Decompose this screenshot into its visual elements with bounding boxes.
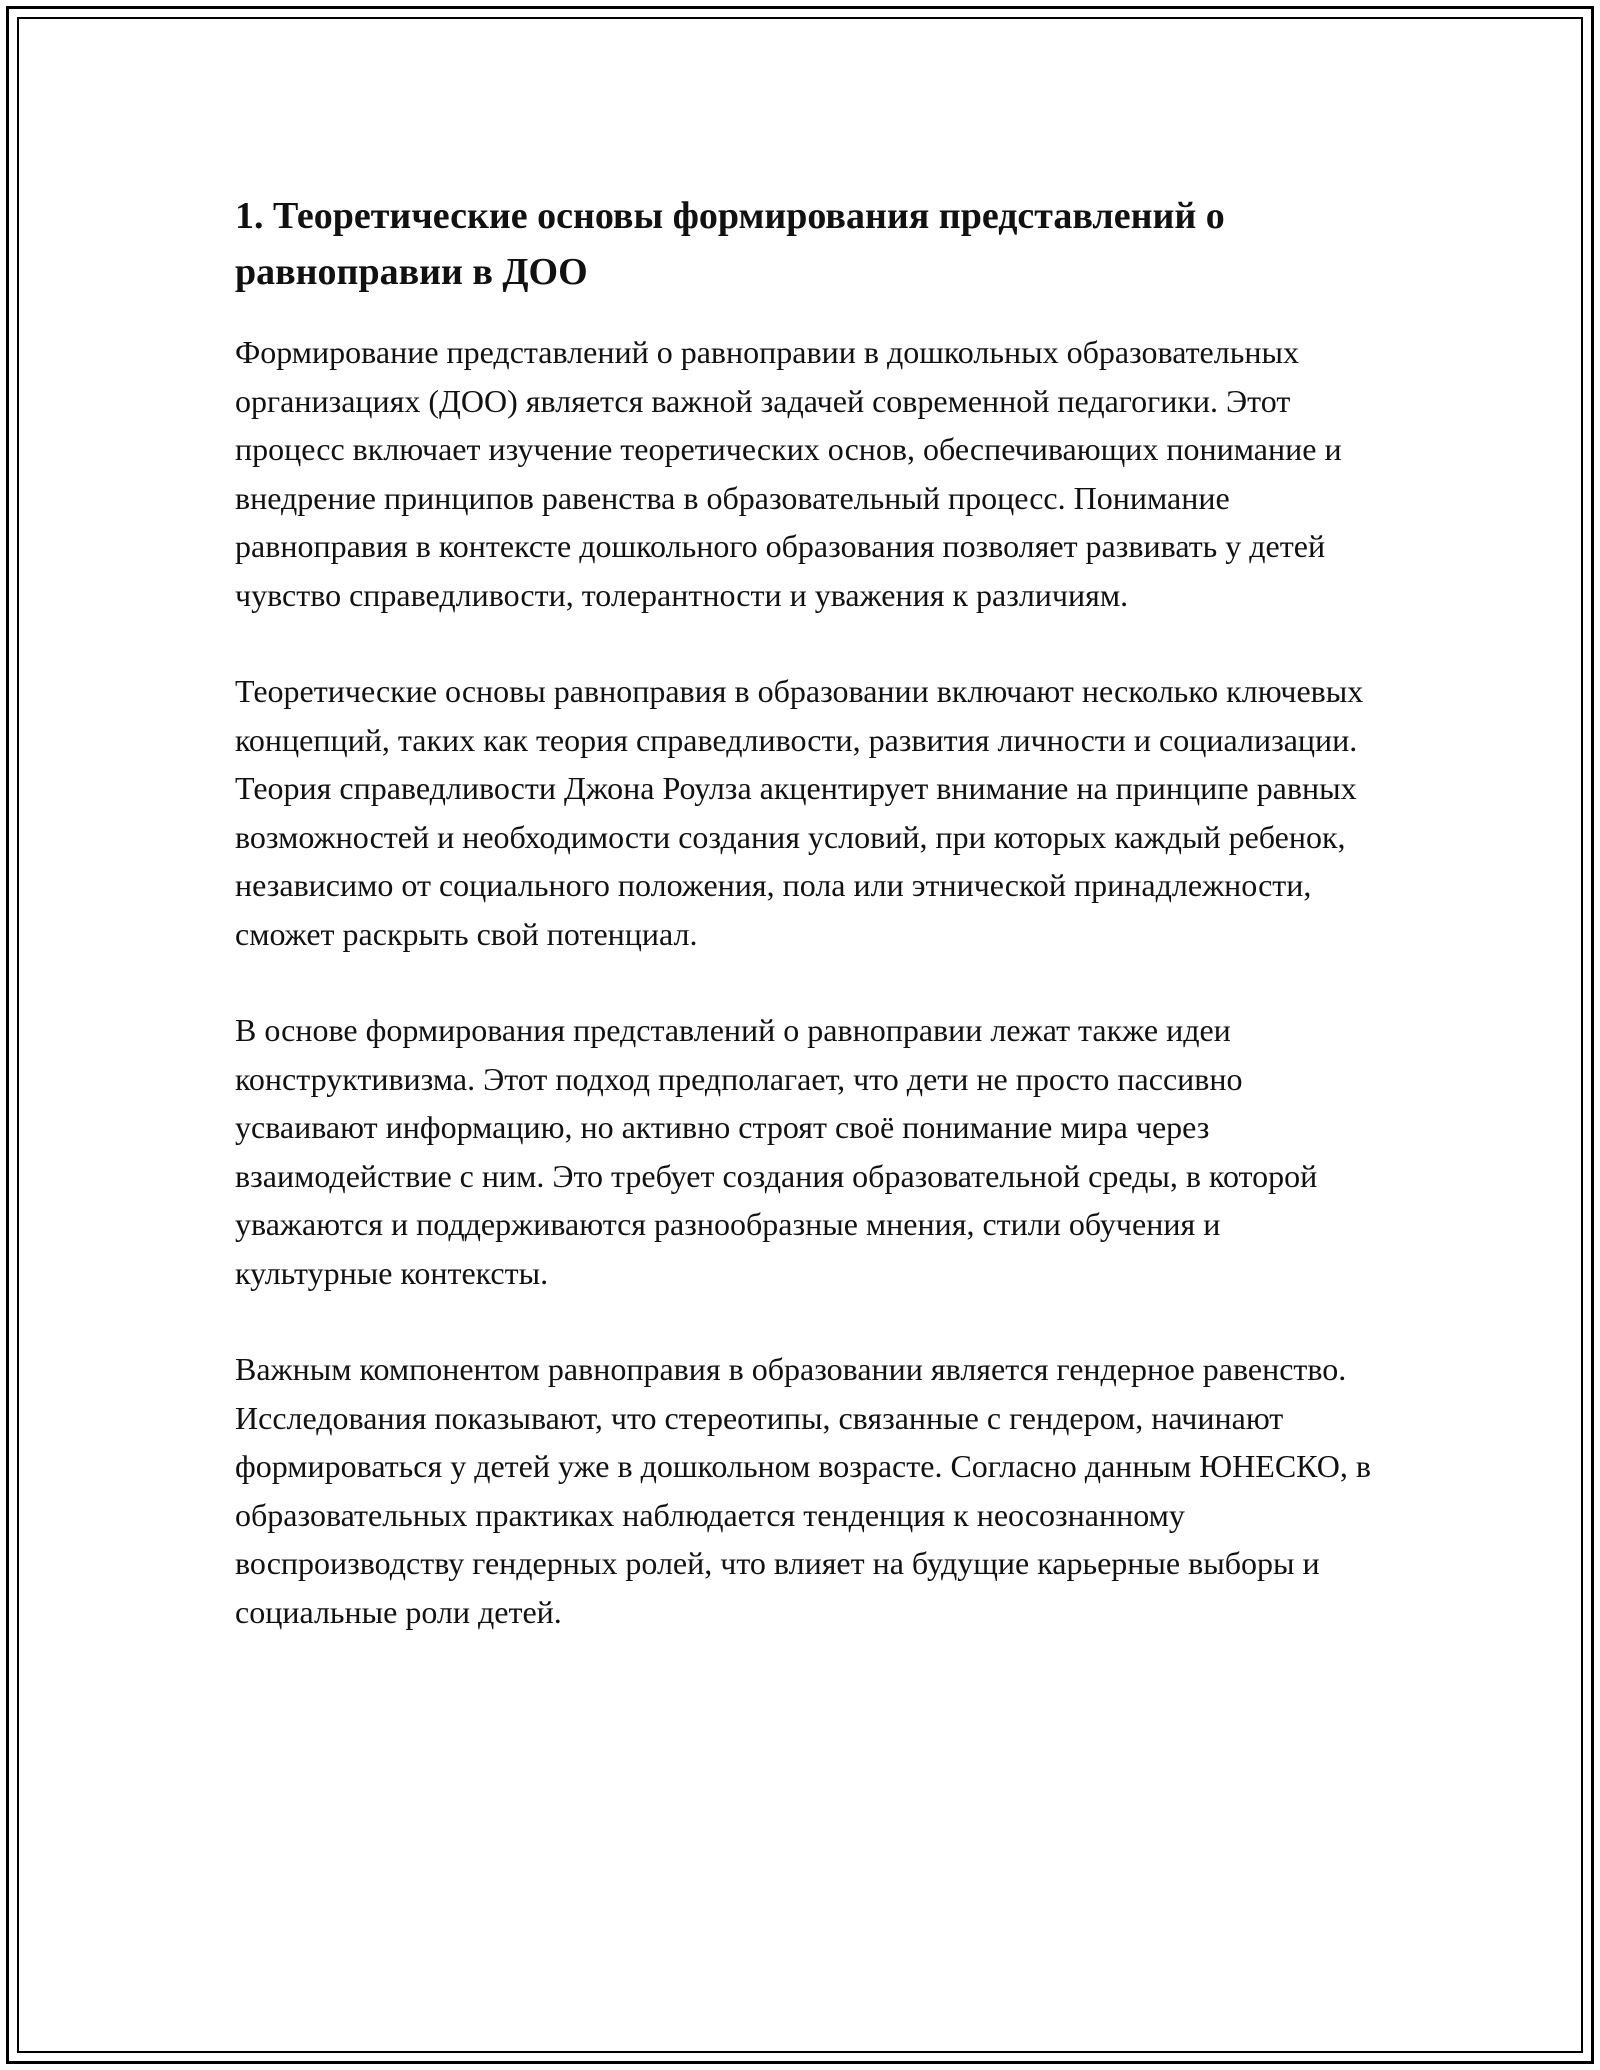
- paragraph-2: Теоретические основы равноправия в образовании включают несколько ключевых концепций, таких как теория справедливости, развития личности и социализации. Теория справедливости Джона Роулза акцентирует внимание на принципе равных возможностей и необходимости создания условий, при которых каждый ребенок, независимо от социального положения, пола или этнической принадлежности, сможет раскрыть свой потенциал.: [235, 673, 1364, 952]
- paragraph-1: Формирование представлений о равноправии в дошкольных образовательных организациях (ДОО) является важной задачей современной педагогики. Этот процесс включает изучение теоретических основ, обеспечивающих понимание и внедрение принципов равенства в образовательный процесс. Понимание равноправия в контексте дошкольного образования позволяет развивать у детей чувство справедливости, толерантности и уважения к различиям.: [235, 334, 1342, 613]
- paragraph-3: В основе формирования представлений о равноправии лежат также идеи конструктивизма. Этот подход предполагает, что дети не просто пассивно усваивают информацию, но активно строят своё понимание мира через взаимодействие с ним. Это требует создания образовательной среды, в которой уважаются и поддерживаются разнообразные мнения, стили обучения и культурные контексты.: [235, 1012, 1318, 1291]
- document-body: [235, 188, 1375, 1684]
- page-title: 1. Теоретические основы формирования представлений о равноправии в ДОО: [235, 195, 1225, 293]
- paragraph-4: Важным компонентом равноправия в образовании является гендерное равенство. Исследования показывают, что стереотипы, связанные с гендером, начинают формироваться у детей уже в дошкольном возрасте. Согласно данным ЮНЕСКО, в образовательных практиках наблюдается тенденция к неосознанному воспроизводству гендерных ролей, что влияет на будущие карьерные выборы и социальные роли детей.: [235, 1351, 1371, 1630]
